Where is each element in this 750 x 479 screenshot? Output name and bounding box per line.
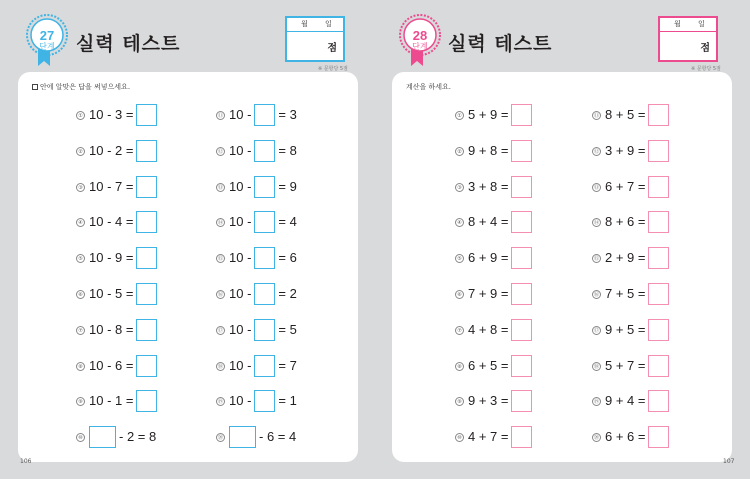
problem-item <box>216 247 297 269</box>
day-label: 일 <box>325 20 332 28</box>
problem-item <box>455 319 532 341</box>
problem-text: 7 + 5 = <box>605 286 646 301</box>
problem-text: 8 + 6 = <box>605 214 646 230</box>
problem-item <box>216 319 297 341</box>
page-title: 실력 테스트 <box>448 33 553 55</box>
problem-number: ⑧ <box>76 362 85 371</box>
problem-number: ⑪ <box>217 113 223 119</box>
problem-text: - 6 = 4 <box>259 429 297 445</box>
answer-box[interactable] <box>648 319 669 341</box>
month-label: 월 <box>301 20 308 28</box>
answer-box[interactable] <box>648 176 669 198</box>
problem-item <box>592 319 669 341</box>
problem-number: ⑰ <box>217 327 223 334</box>
box-symbol-icon <box>32 84 38 90</box>
answer-box[interactable] <box>136 390 157 412</box>
answer-box[interactable] <box>511 211 532 233</box>
problem-text: - 2 = 8 <box>119 429 157 445</box>
problem-number: ① <box>455 111 464 120</box>
answer-box[interactable] <box>136 104 157 126</box>
problem-text: = 9 <box>278 178 297 194</box>
problem-number: ⑱ <box>593 363 599 370</box>
problem-number: ⑬ <box>217 184 223 191</box>
answer-box[interactable] <box>648 390 669 412</box>
problem-item <box>455 176 532 198</box>
problem-text: 10 - <box>229 142 252 158</box>
problem-text: = 7 <box>278 357 297 373</box>
answer-box[interactable] <box>136 176 157 198</box>
problem-text: 3 + 9 = <box>605 142 646 158</box>
problem-item <box>76 426 156 448</box>
problem-text: 10 - <box>229 214 252 230</box>
problem-item <box>76 104 157 126</box>
answer-box[interactable] <box>254 390 275 412</box>
problem-number: ⑳ <box>217 435 223 442</box>
answer-box[interactable] <box>511 319 532 341</box>
problem-item <box>455 426 532 448</box>
problem-number: ③ <box>76 183 85 192</box>
problem-text: 10 - <box>229 321 252 337</box>
problem-text: 2 + 9 = <box>605 250 646 266</box>
problem-number: ⑭ <box>593 220 599 227</box>
problem-text: 9 + 3 = <box>468 393 509 409</box>
problem-text: = 1 <box>278 393 297 409</box>
right-page <box>375 0 750 479</box>
problem-text: 10 - <box>229 357 252 373</box>
problem-item <box>592 355 669 377</box>
answer-box[interactable] <box>136 140 157 162</box>
problem-text: 6 + 6 = <box>605 429 646 445</box>
problem-number: ⑮ <box>593 256 599 263</box>
problem-text: 9 + 5 = <box>605 321 646 337</box>
answer-box[interactable] <box>648 355 669 377</box>
answer-box[interactable] <box>648 104 669 126</box>
problem-number: ⑤ <box>76 254 85 263</box>
problem-item <box>455 247 532 269</box>
problem-number: ⑩ <box>455 433 464 442</box>
answer-box[interactable] <box>254 176 275 198</box>
page-number: 106 <box>20 458 32 465</box>
page-number: 107 <box>723 458 735 465</box>
problem-item <box>455 140 532 162</box>
problem-number: ⑪ <box>593 113 599 119</box>
problem-text: 6 + 7 = <box>605 178 646 194</box>
answer-box[interactable] <box>254 140 275 162</box>
problem-item <box>592 247 669 269</box>
step-badge <box>397 12 443 68</box>
problem-item <box>216 426 296 448</box>
problem-item <box>216 355 297 377</box>
instruction: 안에 알맞은 답을 써넣으세요. <box>32 82 130 92</box>
answer-box[interactable] <box>648 211 669 233</box>
answer-box[interactable] <box>648 283 669 305</box>
answer-box[interactable] <box>254 211 275 233</box>
answer-box[interactable] <box>511 283 532 305</box>
problem-text: 9 + 4 = <box>605 393 646 409</box>
step-number: 27 <box>39 28 55 43</box>
problem-number: ⑤ <box>455 254 464 263</box>
problem-item <box>76 140 157 162</box>
page-title: 실력 테스트 <box>76 33 181 55</box>
answer-box[interactable] <box>254 355 275 377</box>
problem-item <box>216 176 297 198</box>
problem-item <box>76 319 157 341</box>
problem-number: ⑯ <box>593 292 599 298</box>
problem-item <box>76 211 157 233</box>
problem-text: = 5 <box>278 321 297 337</box>
answer-box[interactable] <box>136 355 157 377</box>
problem-number: ⑨ <box>76 397 85 406</box>
problem-text: 3 + 8 = <box>468 178 509 194</box>
problem-number: ⑲ <box>593 399 599 406</box>
step-label: 단계 <box>412 42 428 51</box>
problem-item <box>76 390 157 412</box>
problem-text: = 4 <box>278 214 297 230</box>
problem-text: 10 - <box>229 107 252 122</box>
problem-item <box>592 211 669 233</box>
problem-number: ② <box>76 147 85 156</box>
problem-item <box>76 247 157 269</box>
problem-text: 9 + 8 = <box>468 142 509 158</box>
problem-text: 5 + 9 = <box>468 107 509 122</box>
answer-box[interactable] <box>254 247 275 269</box>
problem-text: 10 - <box>229 393 252 409</box>
score-note: ※ 문항당 5점 <box>318 66 348 72</box>
problem-item <box>592 140 669 162</box>
problem-text: = 6 <box>278 250 297 266</box>
answer-box[interactable] <box>136 247 157 269</box>
day-label: 일 <box>698 20 705 28</box>
problem-text: 10 - 1 = <box>89 393 134 409</box>
problem-text: 10 - <box>229 286 252 301</box>
problem-number: ⑧ <box>455 362 464 371</box>
problem-text: 10 - 7 = <box>89 178 134 194</box>
problem-text: 10 - 2 = <box>89 142 134 158</box>
problem-item <box>216 211 297 233</box>
problem-item <box>592 176 669 198</box>
problem-number: ⑦ <box>455 326 464 335</box>
problem-item <box>455 390 532 412</box>
answer-box[interactable] <box>648 247 669 269</box>
points-label: 점 <box>327 43 337 54</box>
answer-box[interactable] <box>254 283 275 305</box>
answer-box[interactable] <box>254 319 275 341</box>
problem-text: 8 + 4 = <box>468 214 509 230</box>
problem-number: ⑥ <box>76 290 85 299</box>
problem-number: ⑩ <box>76 433 85 442</box>
problem-item <box>592 104 669 126</box>
problem-text: 10 - <box>229 178 252 194</box>
step-number: 28 <box>412 28 428 43</box>
problem-number: ⑯ <box>217 292 223 298</box>
instruction: 계산을 하세요. <box>406 83 452 91</box>
problem-text: 10 - <box>229 250 252 266</box>
problem-number: ⑳ <box>593 435 599 442</box>
problem-item <box>216 390 297 412</box>
problem-item <box>455 211 532 233</box>
score-note: ※ 문항당 5점 <box>691 66 721 72</box>
problem-number: ⑦ <box>76 326 85 335</box>
answer-box[interactable] <box>511 176 532 198</box>
problem-item <box>76 283 157 305</box>
problem-text: 6 + 5 = <box>468 357 509 373</box>
problem-text: 6 + 9 = <box>468 250 509 266</box>
problem-number: ⑮ <box>217 256 223 263</box>
problem-number: ⑥ <box>455 290 464 299</box>
problem-text: = 3 <box>278 107 297 122</box>
problem-number: ③ <box>455 183 464 192</box>
problem-item <box>76 176 157 198</box>
problem-text: 10 - 5 = <box>89 286 134 301</box>
problem-text: 4 + 7 = <box>468 429 509 445</box>
problem-text: = 8 <box>278 142 297 158</box>
problem-number: ⑫ <box>593 148 599 155</box>
problem-item <box>592 426 669 448</box>
problem-text: 5 + 7 = <box>605 357 646 373</box>
answer-box[interactable] <box>511 390 532 412</box>
problem-number: ④ <box>76 218 85 227</box>
problem-text: 4 + 8 = <box>468 321 509 337</box>
problem-item <box>592 390 669 412</box>
problem-text: 10 - 9 = <box>89 250 134 266</box>
problem-text: 10 - 3 = <box>89 107 134 122</box>
problem-item <box>216 140 297 162</box>
answer-box[interactable] <box>254 104 275 126</box>
answer-box[interactable] <box>89 426 116 448</box>
worksheet-card <box>18 72 358 462</box>
problem-text: 8 + 5 = <box>605 107 646 122</box>
problem-text: = 2 <box>278 286 297 301</box>
problem-number: ① <box>76 111 85 120</box>
answer-box[interactable] <box>648 426 669 448</box>
problem-number: ⑬ <box>593 184 599 191</box>
answer-box[interactable] <box>648 140 669 162</box>
answer-box[interactable] <box>511 247 532 269</box>
problem-number: ⑱ <box>217 363 223 370</box>
problem-text: 7 + 9 = <box>468 286 509 301</box>
problem-text: 10 - 6 = <box>89 357 134 373</box>
month-label: 월 <box>674 20 681 28</box>
problem-item <box>455 104 532 126</box>
problem-number: ⑨ <box>455 397 464 406</box>
step-badge <box>24 12 70 68</box>
score-box <box>285 16 345 62</box>
problem-number: ⑰ <box>593 327 599 334</box>
problem-text: 10 - 8 = <box>89 321 134 337</box>
answer-box[interactable] <box>511 355 532 377</box>
answer-box[interactable] <box>511 140 532 162</box>
problem-item <box>455 355 532 377</box>
answer-box[interactable] <box>511 426 532 448</box>
problem-item <box>76 355 157 377</box>
problem-item <box>455 283 532 305</box>
answer-box[interactable] <box>136 319 157 341</box>
problem-number: ⑫ <box>217 148 223 155</box>
score-box <box>658 16 718 62</box>
points-label: 점 <box>700 43 710 54</box>
answer-box[interactable] <box>136 211 157 233</box>
problem-item <box>216 283 297 305</box>
problem-item <box>592 283 669 305</box>
answer-box[interactable] <box>511 104 532 126</box>
problem-number: ④ <box>455 218 464 227</box>
problem-number: ② <box>455 147 464 156</box>
problem-number: ⑭ <box>217 220 223 227</box>
answer-box[interactable] <box>229 426 256 448</box>
problem-text: 10 - 4 = <box>89 214 134 230</box>
problem-number: ⑲ <box>217 399 223 406</box>
problem-item <box>216 104 297 126</box>
step-label: 단계 <box>39 42 55 51</box>
worksheet-card <box>392 72 732 462</box>
answer-box[interactable] <box>136 283 157 305</box>
